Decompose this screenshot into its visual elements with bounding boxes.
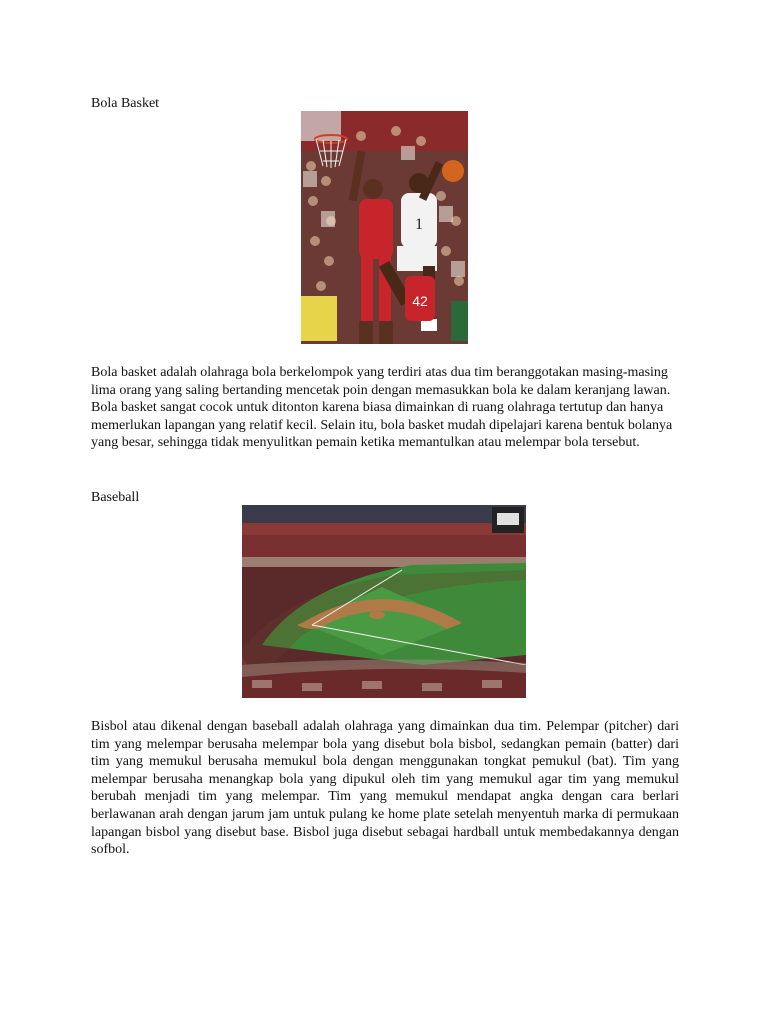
paragraph-bola-basket: Bola basket adalah olahraga bola berkelompok yang terdiri atas dua tim beranggotakan masing-masing lima orang yang saling bertanding mencetak poin dengan memasukkan bola ke dalam keranjang lawan. Bola basket sangat cocok untuk ditonton karena biasa dimainkan di ruang olahraga tertutup dan hanya memerlukan lapangan yang relatif kecil. Selain itu, bola basket mudah dipelajari karena bentuk bolanya yang besar, sehingga tidak menyulitkan pemain ketika memantulkan atau melempar bola tersebut. [91,365,673,451]
basketball-photo [301,111,468,344]
paragraph-baseball: Bisbol atau dikenal dengan baseball adalah olahraga yang dimainkan dua tim. Pelempar (pitcher) dari tim yang melempar berusaha melempar bola yang disebut bola bisbol, sedangkan pemain (batter) dari tim yang memukul berusaha memukul bola dengan menggunakan tongkat pemukul (bat). Tim yang melempar berusaha menangkap bola yang dipukul oleh tim yang memukul agar tim yang memukul berubah menjadi tim yang melempar. Tim yang memukul mendapat angka dengan cara berlari berlawanan arah dengan jarum jam untuk pulang ke home plate setelah menyentuh marka di permukaan lapangan bisbol yang disebut base. Bisbol juga disebut sebagai hardball untuk membedakannya dengan sofbol. [91,719,679,858]
baseball-stadium-photo [242,505,526,698]
heading-bola-basket: Bola Basket [91,96,160,111]
svg-text:1: 1 [415,216,423,233]
heading-baseball: Baseball [91,490,140,505]
svg-text:42: 42 [412,293,428,309]
